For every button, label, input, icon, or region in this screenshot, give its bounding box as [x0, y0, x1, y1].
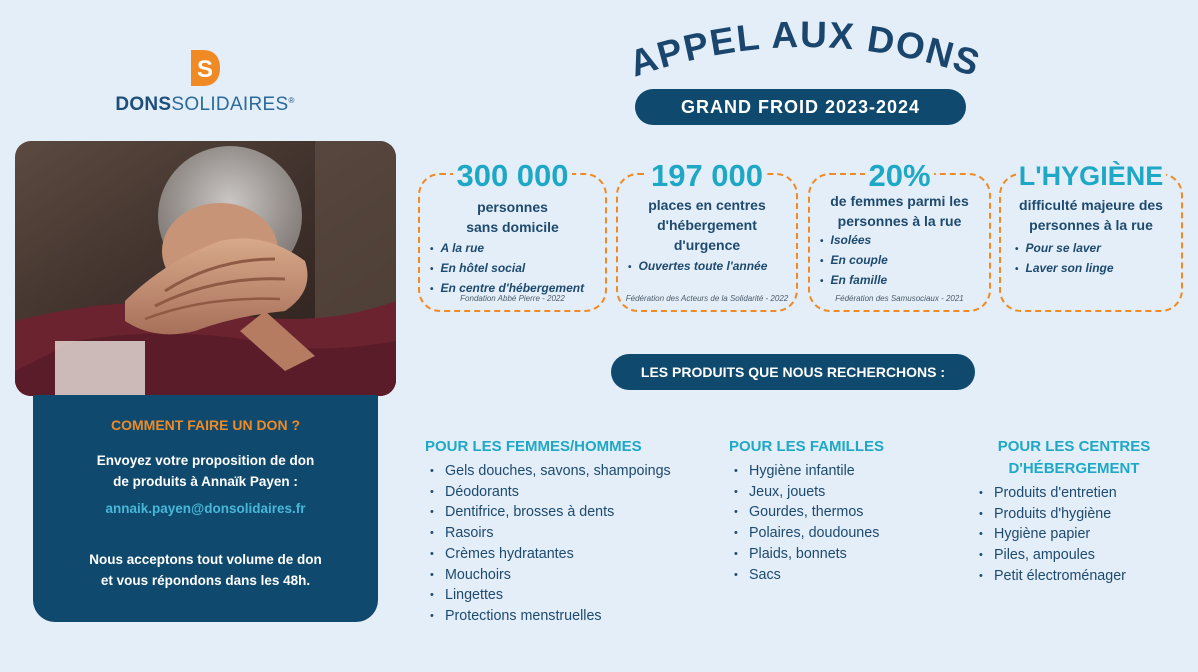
stat-label-line-1: difficulté majeure des [1019, 197, 1163, 213]
logo-mark-icon [189, 48, 221, 88]
list-item: • Hygiène papier [974, 524, 1174, 545]
list-item: • Polaires, doudounes [729, 523, 959, 544]
list-item: • En hôtel social [430, 259, 605, 279]
stat-detail-list [1001, 239, 1181, 279]
svg-text:APPEL AUX DONS [624, 16, 985, 85]
column-title-line-1: POUR LES CENTRES [997, 438, 1151, 455]
stat-card-shelter-places [616, 158, 798, 312]
list-item: • Gourdes, thermos [729, 502, 959, 523]
stat-card-homeless [418, 158, 607, 312]
stat-label-line-3: d'urgence [673, 237, 741, 253]
list-item: • Hygiène infantile [729, 461, 959, 482]
contact-email-link[interactable]: annaik.payen@donsolidaires.fr [105, 501, 306, 516]
column-title: POUR LES FAMILLES [729, 438, 885, 455]
stat-value: L'HYGIÈNE [1001, 159, 1181, 193]
list-item: • Dentifrice, brosses à dents [425, 502, 715, 523]
products-column-families [729, 436, 959, 585]
list-item: • Produits d'hygiène [974, 504, 1174, 525]
list-item: • Mouchoirs [425, 565, 715, 586]
stat-detail-list [810, 231, 989, 291]
logo-brand-bold: DONS [115, 94, 172, 115]
list-item: • En famille [820, 271, 989, 291]
stat-label-line-1: personnes [477, 199, 548, 215]
stat-card-women [808, 158, 991, 312]
list-item: • A la rue [430, 239, 605, 259]
list-item: • Crèmes hydratantes [425, 544, 715, 565]
list-item: • Rasoirs [425, 523, 715, 544]
stat-label-line-2: personnes à la rue [1029, 217, 1153, 233]
list-item: • Ouvertes toute l'année [628, 257, 796, 277]
campaign-badge: GRAND FROID 2023-2024 [635, 89, 966, 125]
stat-label-line-2: sans domicile [466, 219, 559, 235]
products-section-title: LES PRODUITS QUE NOUS RECHERCHONS : [611, 354, 975, 390]
stat-source: Fédération des Samusociaux - 2021 [835, 294, 964, 303]
stat-value: 197 000 [618, 159, 796, 193]
donation-instruction-line-1: Envoyez votre proposition de don [96, 453, 315, 468]
donation-policy-line-2: et vous répondons dans les 48h. [100, 573, 311, 588]
list-item: • Plaids, bonnets [729, 544, 959, 565]
list-item: • Petit électroménager [974, 566, 1174, 587]
column-title: POUR LES FEMMES/HOMMES [425, 438, 642, 455]
product-list [729, 461, 959, 585]
list-item: • Piles, ampoules [974, 545, 1174, 566]
logo [100, 48, 310, 116]
hero-photo [15, 141, 396, 396]
list-item: • Pour se laver [1015, 239, 1181, 259]
list-item: • Protections menstruelles [425, 606, 715, 627]
page-title [620, 16, 990, 86]
list-item: • Sacs [729, 565, 959, 586]
column-title-line-2: D'HÉBERGEMENT [1008, 460, 1140, 477]
list-item: • En centre d'hébergement [430, 279, 605, 299]
stat-card-hygiene [999, 161, 1183, 312]
list-item: • Laver son linge [1015, 259, 1181, 279]
donation-panel-title: COMMENT FAIRE UN DON ? [111, 417, 300, 433]
list-item: • Jeux, jouets [729, 482, 959, 503]
list-item: • Produits d'entretien [974, 483, 1174, 504]
stat-value: 20% [810, 159, 989, 193]
donation-info-panel [33, 395, 378, 622]
donation-instruction-line-2: de produits à Annaïk Payen : [113, 474, 298, 489]
stat-label-line-1: places en centres [648, 197, 766, 213]
products-column-shelters [974, 436, 1174, 587]
stat-label-line-2: d'hébergement [657, 217, 757, 233]
stat-value: 300 000 [420, 159, 605, 193]
page-title-text: APPEL AUX DONS [624, 16, 986, 85]
stat-detail-list [618, 257, 796, 277]
stat-source: Fédération des Acteurs de la Solidarité - 2022 [625, 294, 789, 303]
list-item: • Lingettes [425, 585, 715, 606]
logo-wordmark [100, 94, 310, 116]
list-item: • Déodorants [425, 482, 715, 503]
list-item: • Isolées [820, 231, 989, 251]
stat-source: Fondation Abbé Pierre - 2022 [460, 294, 565, 303]
product-list [425, 461, 715, 627]
stat-detail-list [420, 239, 605, 299]
registered-mark: ® [288, 96, 295, 105]
products-column-adults [425, 436, 715, 627]
list-item: • Gels douches, savons, shampoings [425, 461, 715, 482]
product-list [974, 483, 1174, 587]
logo-brand-light: SOLIDAIRES [171, 94, 289, 115]
stat-label-line-1: de femmes parmi les [830, 193, 969, 209]
donation-policy-line-1: Nous acceptons tout volume de don [89, 552, 322, 567]
stat-label-line-2: personnes à la rue [837, 213, 962, 229]
list-item: • En couple [820, 251, 989, 271]
svg-text:S: S [196, 56, 214, 83]
